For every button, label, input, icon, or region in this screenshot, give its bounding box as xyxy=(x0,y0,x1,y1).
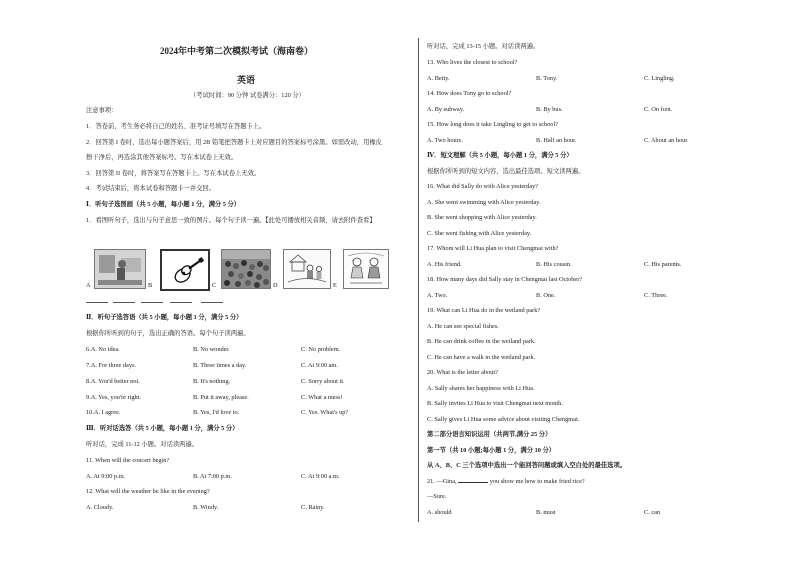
answer-option[interactable]: A. By subway. xyxy=(427,106,465,113)
answer-option[interactable]: C. She went fishing with Alice yesterday. xyxy=(427,230,532,237)
section-1-heading: Ⅰ．听句子选图画（共 5 小题，每小题 1 分，满分 5 分） xyxy=(86,201,241,208)
answer-option[interactable]: B. No wonder. xyxy=(193,346,230,353)
answer-option[interactable]: C. can xyxy=(644,509,661,516)
answer-option[interactable]: C. Sorry about it. xyxy=(301,378,345,385)
answer-option[interactable]: B. must xyxy=(536,509,556,516)
answer-option[interactable]: B. One. xyxy=(536,292,556,299)
subsection-heading: 第一节（共 10 小题;每小题 1 分，满分 10 分） xyxy=(427,447,556,454)
answer-option[interactable]: C. About an hour. xyxy=(644,137,689,144)
section-3-instruction: 听对话，完成 11-12 小题。对话读两遍。 xyxy=(86,441,199,448)
answer-option[interactable]: B. She went shopping with Alice yesterday. xyxy=(427,214,537,221)
answer-option[interactable]: 6.A. No idea. xyxy=(86,346,120,353)
answer-option[interactable]: C. At 9:00 a.m. xyxy=(301,473,340,480)
answer-option[interactable]: B. It's nothing. xyxy=(193,378,231,385)
answer-option[interactable]: B. Half an hour. xyxy=(536,137,577,144)
answer-option[interactable]: B. Windy. xyxy=(193,504,219,511)
answer-option[interactable]: B. Put it away, please. xyxy=(193,394,249,401)
answer-blank[interactable] xyxy=(86,302,108,303)
section-2-heading: Ⅱ．听句子选答语（共 5 小题，每小题 1 分，满分 5 分） xyxy=(86,314,243,321)
picture-a-sketch[interactable] xyxy=(94,249,146,289)
picture-b-guitar[interactable] xyxy=(160,249,210,291)
notes-heading: 注意事项： xyxy=(86,107,118,114)
answer-option[interactable]: B. Sally invites Li Hua to visit Chengmai next month. xyxy=(427,400,563,407)
question-12: 12. What will the weather be like in the evening? xyxy=(86,488,210,495)
picture-label-a: A xyxy=(86,282,91,289)
picture-label-d: D xyxy=(273,282,278,289)
question-11: 11. When will the concert begin? xyxy=(86,457,170,464)
answer-option[interactable]: C. Rainy. xyxy=(301,504,325,511)
section-2-instruction: 根据你所听到的句子，选出正确的答语。每个句子读两遍。 xyxy=(86,330,250,337)
question-15: 15. How long does it take Lingling to get to school? xyxy=(427,121,558,128)
question-17: 17. Whom will Li Hua plan to visit Chengmai with? xyxy=(427,245,559,252)
answer-blank[interactable] xyxy=(201,302,223,303)
answer-option[interactable]: B. He can drink coffee in the wetland park. xyxy=(427,338,536,345)
picture-d-family[interactable] xyxy=(283,249,331,289)
picture-label-e: E xyxy=(333,282,337,289)
section-1-instruction: 1．看图听句子，选出与句子意思一致的图片。每个句子读一遍。【此处可播放相关音频，请去附件查看】 xyxy=(86,217,376,224)
answer-option[interactable]: 10.A. I agree. xyxy=(86,409,121,416)
answer-option[interactable]: C. Three. xyxy=(644,292,668,299)
answer-option[interactable]: C. What a mess! xyxy=(301,394,343,401)
answer-option[interactable]: C. He can have a walk in the wetland park. xyxy=(427,354,536,361)
answer-option[interactable]: B. Three times a day. xyxy=(193,362,247,369)
exam-title: 2024年中考第二次模拟考试（海南卷） xyxy=(160,46,314,56)
question-21-end: you show me how to make fried rice? xyxy=(488,478,585,485)
section-3-heading: Ⅲ．听对话选答（共 5 小题，每小题 1 分，满分 5 分） xyxy=(86,425,239,432)
note-line: 3．回答第 II 卷时，将答案写在答题卡上。写在本试卷上无效。 xyxy=(86,170,261,177)
picture-e-kids[interactable] xyxy=(343,249,389,289)
answer-option[interactable]: C. Yes. What's up? xyxy=(301,409,349,416)
answer-option[interactable]: A. She went swimming with Alice yesterday. xyxy=(427,199,541,206)
answer-option[interactable]: A. He can see special fishes. xyxy=(427,323,499,330)
picture-label-b: B xyxy=(148,282,153,289)
subsection-instruction: 从 A、B、C 三个选项中选出一个能回答问题或填入空白处的最佳选项。 xyxy=(427,462,627,469)
answer-option[interactable]: C. Lingling. xyxy=(644,75,675,82)
answer-option[interactable]: B. Tony. xyxy=(536,75,558,82)
answer-option[interactable]: 8.A. You'd better not. xyxy=(86,378,140,385)
column-divider xyxy=(418,38,419,522)
answer-option[interactable]: C. Sally gives Li Hua some advice about visiting Chengmai. xyxy=(427,416,580,423)
question-21 xyxy=(427,479,585,485)
question-20: 20. What is the letter about? xyxy=(427,369,498,376)
answer-option[interactable]: B. Yes, I'd love to. xyxy=(193,409,240,416)
answer-option[interactable]: A. Sally shares her happiness with Li Hua. xyxy=(427,385,535,392)
picture-c-crowd[interactable] xyxy=(221,249,271,289)
question-21-reply: —Sure. xyxy=(427,493,447,500)
exam-info: （考试时间：90 分钟 试卷满分：120 分） xyxy=(190,92,305,99)
exam-subject: 英语 xyxy=(237,75,256,85)
question-14: 14. How does Tony go to school? xyxy=(427,90,512,97)
answer-option[interactable]: B. By bus. xyxy=(536,106,563,113)
section-4-instruction: 根据你所听到的短文内容，选出最佳选项。短文读两遍。 xyxy=(427,168,585,175)
answer-option[interactable]: 9.A. Yes, you're right. xyxy=(86,394,142,401)
question-13: 13. Who lives the closest to school? xyxy=(427,59,518,66)
answer-option[interactable]: A. Two hours. xyxy=(427,137,463,144)
answer-option[interactable]: A. should xyxy=(427,509,452,516)
listening-intro: 听对话，完成 13-15 小题。对话读两遍。 xyxy=(427,43,540,50)
answer-option[interactable]: B. His cousin. xyxy=(536,261,572,268)
note-line: 1．答卷前，考生务必将自己的姓名、准考证号填写在答题卡上。 xyxy=(86,123,266,130)
note-line: 擦干净后，再选涂其他答案标号。写在本试卷上无效。 xyxy=(86,154,238,161)
answer-option[interactable]: A. At 9:00 p.m. xyxy=(86,473,126,480)
question-21-start: 21. —Gina, xyxy=(427,478,459,485)
answer-option[interactable]: C. No problem. xyxy=(301,346,341,353)
answer-blank[interactable] xyxy=(141,302,163,303)
answer-option[interactable]: A. Betty. xyxy=(427,75,450,82)
answer-blank[interactable] xyxy=(113,302,135,303)
answer-option[interactable]: A. Two. xyxy=(427,292,448,299)
answer-option[interactable]: C. On foot. xyxy=(644,106,673,113)
part-2-heading: 第二部分语言知识运用（共两节,满分 25 分） xyxy=(427,431,552,438)
section-4-heading: Ⅳ．短文理解（共 5 小题，每小题 1 分，满分 5 分） xyxy=(427,152,573,159)
answer-option[interactable]: A. Cloudy. xyxy=(86,504,114,511)
question-16: 16. What did Sally do with Alice yesterday? xyxy=(427,183,539,190)
answer-option[interactable]: A. His friend. xyxy=(427,261,462,268)
answer-blank[interactable] xyxy=(170,302,192,303)
answer-option[interactable]: C. At 9:00 am. xyxy=(301,362,338,369)
answer-option[interactable]: C. His parents. xyxy=(644,261,682,268)
picture-label-c: C xyxy=(212,282,217,289)
note-line: 2．回答第 I 卷时，选出每小题答案后，用 2B 铅笔把答题卡上对应题目的答案标号涂黑。如需改动，用橡皮 xyxy=(86,139,382,146)
question-18: 18. How many days did Sally stay in Chengmai last October? xyxy=(427,276,583,283)
question-21-blank[interactable] xyxy=(458,482,488,483)
answer-option[interactable]: B. At 7:00 p.m. xyxy=(193,473,232,480)
question-19: 19. What can Li Hua do in the wetland park? xyxy=(427,307,541,314)
note-line: 4．考试结束后，将本试卷和答题卡一并交回。 xyxy=(86,185,216,192)
answer-option[interactable]: 7.A. For three days. xyxy=(86,362,137,369)
